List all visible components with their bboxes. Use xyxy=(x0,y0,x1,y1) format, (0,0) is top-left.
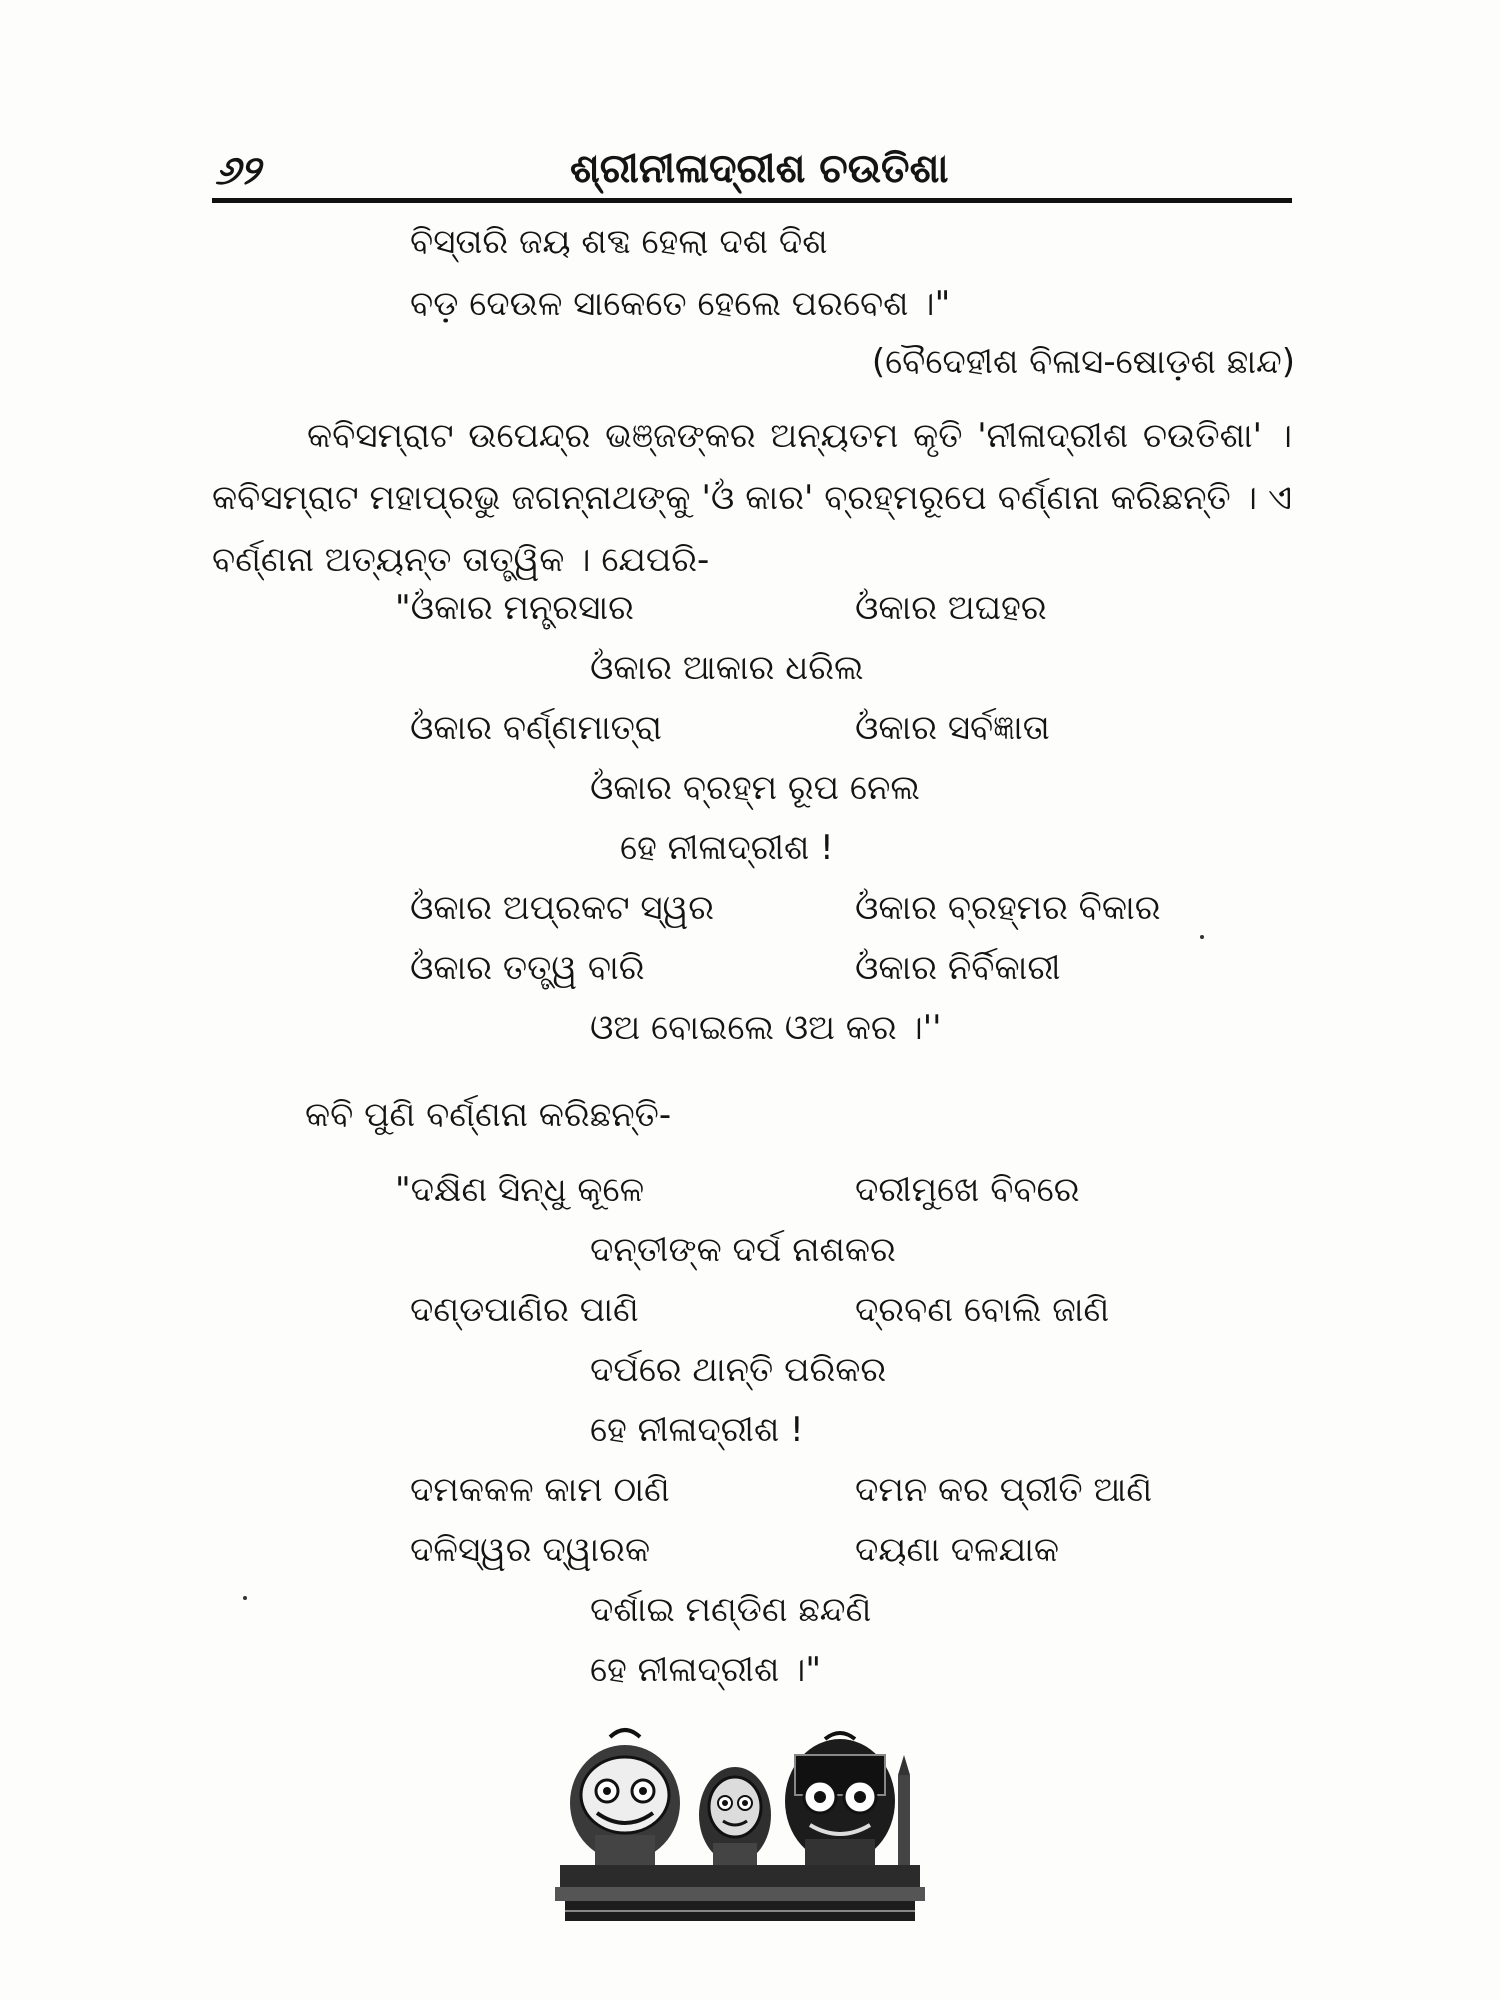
verse-line: ଓଁକାର ବ୍ରହ୍ମର ବିକାର xyxy=(855,888,1161,928)
running-head-title: ଶ୍ରୀନୀଳାଦ୍ରୀଶ ଚଉତିଶା xyxy=(570,146,949,192)
verse-line: ଓଁକାର ତତ୍ତ୍ୱ ବାରି xyxy=(410,948,645,988)
verse-line: "ଓଁକାର ମନ୍ତ୍ରସାର xyxy=(395,588,634,628)
verse-line: ଦର୍ପରେ ଥାନ୍ତି ପରିକର xyxy=(590,1350,887,1390)
verse-refrain: ହେ ନୀଳାଦ୍ରୀଶ ।" xyxy=(590,1650,821,1690)
print-speck xyxy=(243,1596,247,1600)
quote-line-2: ବଡ଼ ଦେଉଳ ସାକେତେ ହେଲେ ପରବେଶ ।" xyxy=(410,284,951,324)
verse-line: ଦଳିସ୍ୱର ଦ୍ୱାରକ xyxy=(410,1530,651,1570)
verse-line: ଦଣ୍ଡପାଣିର ପାଣି xyxy=(410,1290,639,1330)
verse-line: ଓଁକାର ଅପ୍ରକଟ ସ୍ୱର xyxy=(410,888,715,928)
quote-source: (ବୈଦେହୀଶ ବିଳାସ-ଷୋଡ଼ଶ ଛାନ୍ଦ) xyxy=(871,342,1295,382)
verse-line: ଓଁକାର ଆକାର ଧରିଲ xyxy=(590,648,864,688)
page-number: ୬୨ xyxy=(215,148,261,194)
paragraph-intro xyxy=(212,405,1292,591)
verse-line: ଦର୍ଶାଇ ମଣ୍ଡିଣ ଛନ୍ଦଣି xyxy=(590,1590,872,1630)
verse-line: ଓଁକାର ନିର୍ବିକାରୀ xyxy=(855,948,1061,988)
print-speck xyxy=(1200,935,1204,939)
verse-line: ଓଁକାର ବ୍ରହ୍ମ ରୂପ ନେଲ xyxy=(590,768,920,808)
verse-refrain: ହେ ନୀଳାଦ୍ରୀଶ ! xyxy=(620,828,834,868)
verse-line: ଓଁକାର ସର୍ବଜ୍ଞାତା xyxy=(855,708,1050,748)
verse-line: ଓଁକାର ଅଘହର xyxy=(855,588,1047,628)
verse-line: ଦୟଣା ଦଳଯାକ xyxy=(855,1530,1059,1570)
verse-line: ଦ୍ରବଣ ବୋଲି ଜାଣି xyxy=(855,1290,1110,1330)
jagannath-trio-illustration-icon xyxy=(555,1715,930,1930)
verse-line: ଦନ୍ତୀଙ୍କ ଦର୍ପ ନାଶକର xyxy=(590,1230,896,1270)
paragraph-intro-text: କବିସମ୍ରାଟ ଉପେନ୍ଦ୍ର ଭଞ୍ଜଙ୍କର ଅନ୍ୟତମ କୃତି 'ନୀଳାଦ୍ରୀଶ ଚଉତିଶା' । କବିସମ୍ରାଟ ମହାପ୍ରଭୁ ଜଗନ୍ନାଥଙ୍କୁ 'ଓଁ କାର' ବ୍ରହ୍ମରୂପେ ବର୍ଣ୍ଣନା କରିଛନ୍ତି । ଏ ବର୍ଣ୍ଣନା ଅତ୍ୟନ୍ତ ତାତ୍ତ୍ୱିକ । ଯେପରି- xyxy=(212,416,1292,580)
verse-line: ଓଁକାର ବର୍ଣ୍ଣମାତ୍ରା xyxy=(410,708,662,748)
verse-line: ଦମକକଳ କାମ ଠାଣି xyxy=(410,1470,670,1510)
verse-line: ଓଅ ବୋଇଲେ ଓଅ କର ।'' xyxy=(590,1008,942,1048)
verse-line: "ଦକ୍ଷିଣ ସିନ୍ଧୁ କୂଳେ xyxy=(395,1170,645,1210)
header-rule xyxy=(212,198,1292,203)
paragraph-transition: କବି ପୁଣି ବର୍ଣ୍ଣନା କରିଛନ୍ତି- xyxy=(305,1095,672,1135)
verse-line: ଦରୀମୁଖେ ବିବରେ xyxy=(855,1170,1080,1210)
verse-line: ଦମନ କର ପ୍ରୀତି ଆଣି xyxy=(855,1470,1153,1510)
quote-line-1: ବିସ୍ତାରି ଜୟ ଶବ୍ଦ ହେଲା ଦଶ ଦିଶ xyxy=(410,222,828,262)
verse-refrain: ହେ ନୀଳାଦ୍ରୀଶ ! xyxy=(590,1410,804,1450)
